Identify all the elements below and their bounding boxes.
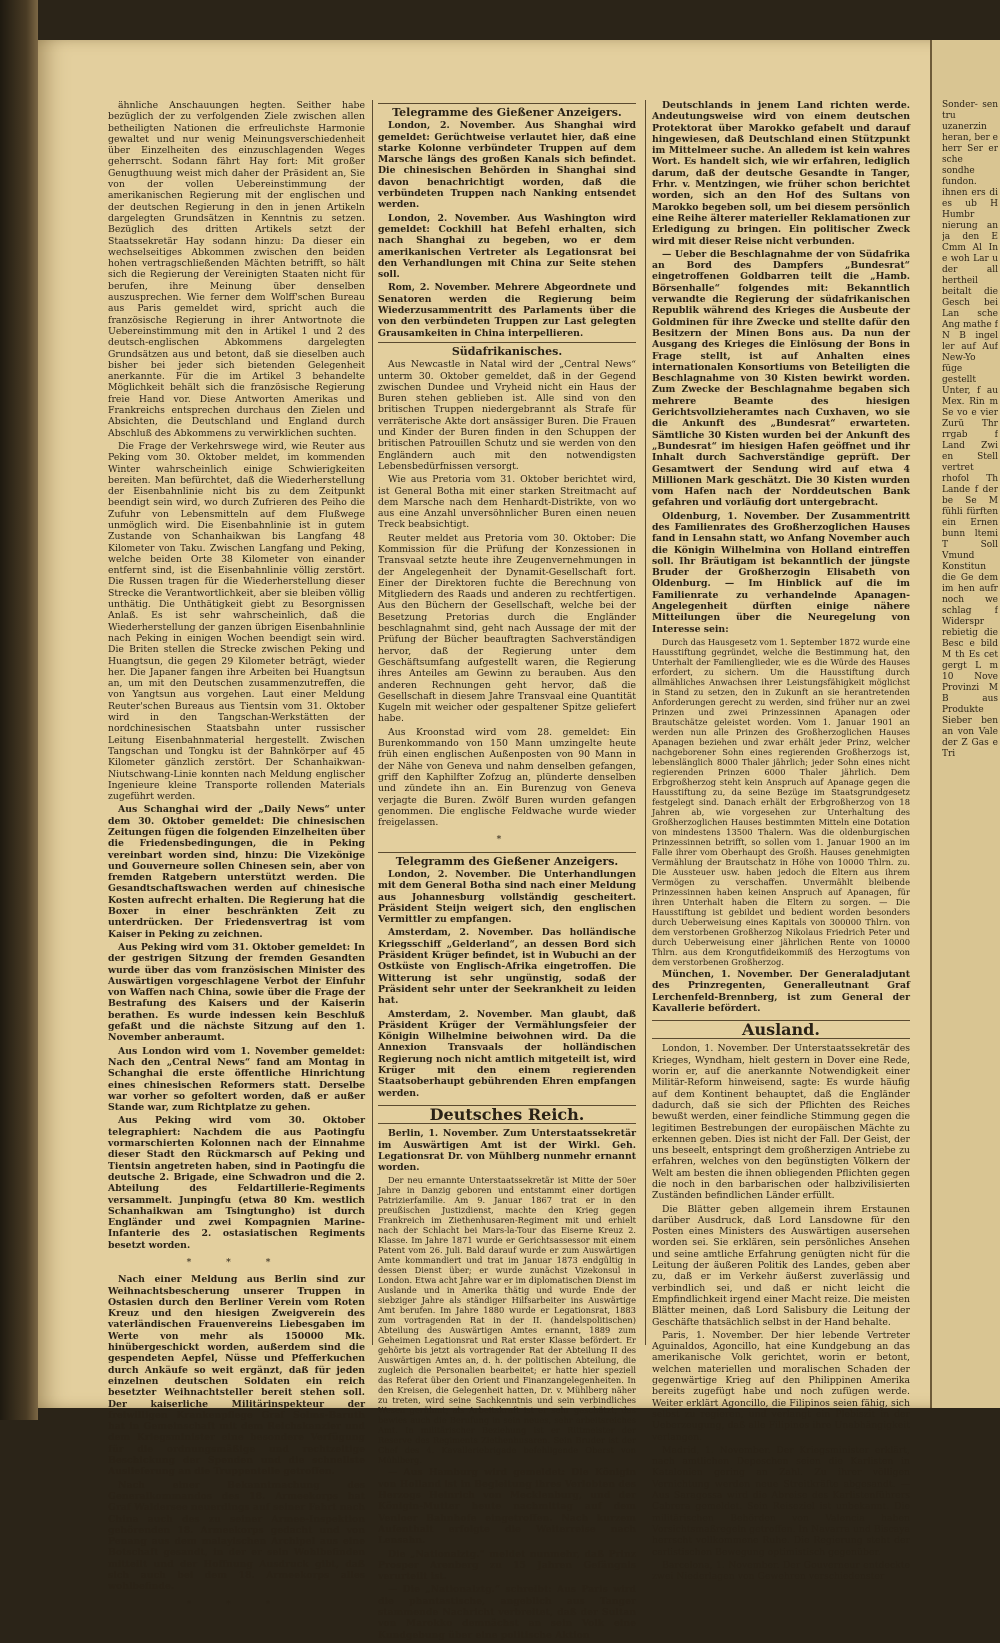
section-heading: Telegramme des Gießener Anzeigers. bbox=[378, 103, 636, 118]
fragment-text: Sonder- sen tru uzanerzin heran, ber e herr Ser er sche sondhe fundon. ihnen ers di es ub H Humbr nierung an ja den E Cmm Al In e woh Lar u der all hertheil beitalt die Gesch bei Lan sche Ang mathe f N B ingel ler auf Auf New-Yo füge gestellt Unter, f au Mex. Rin m Se vo e vier Zurü Thr rrgab f Land Zwi en Stell vertret rhofol Th Lande f der be Se M fühli fürften ein Ernen bunn ltemi T Soll Vmund Konstitun die Ge dem im hen aufr noch we schlag f Widerspr rebietig die Besc e bild M th Es cet gergt L m 10 Nove Provinzi M B aus Produkte Sieber ben an von Vale der Z Gas e Tri bbox=[942, 100, 998, 759]
article-text: Aus Peking wird vom 31. Oktober gemeldet: In der gestrigen Sitzung der fremden Gesandten wurde über das vom französischen Minister des Auswärtigen vorgeschlagene Verbot der Einfuhr von Waffen nach China, sowie über die Frage der Bestrafung des Kaisers und der Kaiserin berathen. Es wurde indessen kein Beschluß gefaßt und die nächste Sitzung auf den 1. November anberaumt. bbox=[108, 941, 365, 1044]
article-text: Aus Schanghai wird der „Daily News“ unter dem 30. Oktober gemeldet: Die chinesischen Zeitungen fügen die folgenden Einzelheiten über die Friedensbedingungen, die in Peking vereinbart worden sind, hinzu: Die Vizekönige und Gouverneure sollen Chinesen sein, aber von fremden Ratgebern unterstützt werden. Die Gesandtschaftswachen werden auf chinesische Kosten aufrecht erhalten. Die Regierung hat die Boxer in einer beschränkten Zeit zu unterdrücken. Der Friedensvertrag ist vom Kaiser in Peking zu zeichnen. bbox=[108, 804, 365, 940]
article-text: Deutschlands in jenem Land richten werde. Andeutungsweise wird von einem deutschen Protektorat über Marokko gefabelt und darauf hingewiesen, daß Deutschland einen Stützpunkt im Mittelmeer suche. An alledem ist kein wahres Wort. Es handelt sich, wie wir erfahren, lediglich darum, daß der deutsche Gesandte in Tanger, Frhr. v. Mentzingen, wie früher schon berichtet worden, sich an den Hof des Sultans von Marokko begeben soll, um bei diesem persönlich eine Reihe älterer materieller Reklamationen zur Erledigung zu bringen. Ein politischer Zweck wird mit dieser Reise nicht verbunden. bbox=[652, 100, 910, 247]
article-text: Die Frage der Verkehrswege wird, wie Reuter aus Peking vom 30. Oktober meldet, im kommenden Winter wahrscheinlich einige Schwierigkeiten bereiten. Man befürchtet, daß die Wiederherstellung der Eisenbahnlinie nicht bis zu dem Zeitpunkt beendigt sein wird, wo durch Zufrieren des Peiho die Zufuhr von Lebensmitteln auf dem Flußwege unmöglich wird. Die Eisenbahnlinie ist in gutem Zustande von Schanhaikwan bis Langfang 48 Kilometer von Taku. Zwischen Langfang und Peking, welche beiden Orte 38 Kilometer von einander entfernt sind, ist die Eisenbahnlinie völlig zerstört. Die Russen tragen für die Wiederherstellung dieser Strecke die Verantwortlichkeit, aber sie bleiben völlig unthätig. Die Unthätigkeit giebt zu Besorgnissen Anlaß. Es ist sehr wahrscheinlich, daß die Wiederherstellung der ganzen übrigen Eisenbahnlinie nach Peking in einigen Wochen beendigt sein wird. Die Briten stellen die Strecke zwischen Peking und Huangtsun, die gegen 29 Kilometer beträgt, wieder her. Die Japaner fangen ihre Arbeiten bei Huangtsun an, um mit den Deutschen zusammenzutreffen, die von Yangtsun aus vorgehen. Laut einer Meldung Reuter'schen Bureaus aus Tientsin vom 31. Oktober wird in den Tangschan-Werkstätten der nordchinesischen Staatsbahn unter russischer Leitung Eisenbahnmaterial hergestellt. Zwischen Tangschan und Tongku ist der Bahnkörper auf 45 Kilometer gänzlich zerstört. Der Schanhaikwan-Niutschwang-Linie konnten nach Meldung englischer Ingenieure kleine Transporte rollenden Materials zugeführt werden. bbox=[108, 440, 365, 803]
article-text: Nach einer Bekanntmachung des Generalkommandos des 18. Armeekorps hat Graf Waldersee neuerdings auf seiner Fahrt nach China auch des zu seiner Armee-Inspektion gehörenden 18. Armeekorps gedacht und von Penang aus dem malayischen Archipel aus eine Botschaft gesandt, in der er sein Wohlbefinden mitteilt und der Hoffnung Ausdruck gibt, daß sich auch bei dem 18. Armeekorps alles wohlbefinde. bbox=[108, 1479, 365, 1593]
article-text-small: Der neu ernannte Unterstaatssekretär ist Mitte der 50er Jahre in Danzig geboren und entstammt einer dortigen Patrizierfamilie. Am 9. Januar 1867 trat er in den preußischen Justizdienst, machte den Krieg gegen Frankreich im Ziethenhusaren-Regiment mit und erhielt nach der Schlacht bei Mars-la-Tour das Eiserne Kreuz 2. Klasse. Im Jahre 1871 wurde er Gerichtsassessor mit einem Patent vom 26. Juli. Bald darauf wurde er zum Auswärtigen Amte kommandiert und trat im Januar 1873 endgültig in dessen Dienst über; er wurde zunächst Vizekonsul in London. Etwa acht Jahre war er im diplomatischen Dienst im Auslande und in Amerika thätig und wurde Ende der siebziger Jahre als ständiger Hilfsarbeiter ins Auswärtige Amt berufen. Im Jahre 1880 wurde er Legationsrat, 1883 zum vortragenden Rat in der II. (handelspolitischen) Abteilung des Auswärtigen Amtes ernannt, 1889 zum Geheimen Legationsrat und Rat erster Klasse befördert. Er gehörte bis jetzt als vortragender Rat der Abteilung II des Auswärtigen Amtes an, d. h. der politischen Abteilung, die zugleich die Personalien bearbeitet; er hatte hier speziell das Referat über den Orient und Finanzangelegenheiten. In den Kreisen, die Gelegenheit hatten, Dr. v. Mühlberg näher zu treten, wird seine Sachkenntnis und sein verbindliches Wesen gerühmt; als Arbeitskraft ist er sehr geschätzt; das bewies auch die Berufung in sein neues, sehr arbeitsreiches Amt. In militärischer Beziehung ist er Rittmeister der Reserve des Regiments Ziethenhusaren. Sein Bruder ist der Chef des 4. Kavalleriebrigade befehligende Oberst von Mühlberg. bbox=[378, 1175, 636, 1466]
article-text: London, 1. November. Der Unterstaatssekretär des Krieges, Wyndham, hielt gestern in Dover eine Rede, worin er, auf die anerkannte Notwendigkeit einer Militär-Reform hinweisend, sagte: Es wurde häufig auf dem Kontinent behauptet, daß die Engländer dadurch, daß sie sich der Pflichten des Reiches bewußt werden, einer feindliche Stimmung gegen die legitimen Bestrebungen der europäischen Mächte zu erkennen geben. Dies ist nicht der Fall. Der Geist, der uns beseelt, entspringt dem großherzigen Antriebe zu erfahren, welches von den begünstigten Völkern der Welt am besten die ihnen obliegenden Pflichten gegen die noch in den barbarischen oder halbzivilisierten Zuständen befindlichen Länder erfüllt. bbox=[652, 1043, 910, 1202]
section-heading-large: Deutsches Reich. bbox=[378, 1105, 636, 1124]
separator-stars: * bbox=[496, 834, 518, 846]
column-3 bbox=[652, 100, 910, 1584]
article-text: München, 1. November. Der Generaladjutant des Prinzregenten, Generalleutnant Graf Lerchenfeld-Brennberg, ist zum General der Kavallerie befördert. bbox=[652, 968, 910, 1014]
article-text: London, 2. November. Die Unterhandlungen mit dem General Botha sind nach einer Meldung aus Johannesburg vollständig gescheitert. Präsident Steijn weigert sich, den englischen Vermittler zu empfangen. bbox=[378, 869, 636, 926]
article-text: Amsterdam, 2. November. Man glaubt, daß Präsident Krüger der Vermählungsfeier der Königin Wilhelmine beiwohnen wird. Da die Annexion Transvaals der holländischen Regierung noch nicht amtlich mitgeteilt ist, wird Krüger mit den einem regierenden Staatsoberhaupt gebührenden Ehren empfangen werden. bbox=[378, 1008, 636, 1099]
article-text: Aus London wird vom 1. November gemeldet: Nach den „Central News“ fand am Montag in Schanghai die erste öffentliche Hinrichtung eines chinesischen Reformers statt. Derselbe war vorher so gefoltert worden, daß er außer Stande war, zum Richtplatze zu gehen. bbox=[108, 1045, 365, 1114]
article-text: Berlin, 1. November. Zum Unterstaatssekretär im Auswärtigen Amt ist der Wirkl. Geh. Legationsrat Dr. von Mühlberg nunmehr ernannt worden. bbox=[378, 1128, 636, 1174]
column-rule bbox=[372, 100, 373, 1345]
article-text: Rom, 2. November. Mehrere Abgeordnete und Senatoren werden die Regierung beim Wiederzusammentritt des Parlaments über die von den verbündeten Truppen zur Last gelegten Grausamkeiten in China interpellieren. bbox=[378, 282, 636, 339]
article-text: London, 2. November. Aus Shanghai wird gemeldet: Gerüchtweise verlautet hier, daß eine starke Kolonne verbündeter Truppen auf dem Marsche längs des großen Kanals sich befindet. Die chinesischen Behörden in Shanghai sind davon benachrichtigt worden, daß die verbündeten Truppen nach Nanking entsendet werden. bbox=[378, 120, 636, 211]
article-text: Aus Kroonstad wird vom 28. gemeldet: Ein Burenkommando von 150 Mann umzingelte heute früh einen englischen Außenposten von 90 Mann in der Nähe von Geneva und nahm denselben gefangen, griff den Kaphilfter Zofzug an, plünderte denselben und zündete ihn an. Ein Burenzug von Geneva verjagte die Buren. Zwölf Buren wurden gefangen genommen. Die englische Feldwache wurde wieder freigelassen. bbox=[378, 726, 636, 829]
article-text: Aus Newcastle in Natal wird der „Central News“ unterm 30. Oktober gemeldet, daß in der Gegend zwischen Dundee und Vryheid nicht ein Haus der Buren stehen geblieben ist. Alle sind von den britischen Truppen niedergebrannt als Strafe für verräterische Akte dort ansässiger Buren. Die Frauen und Kinder der Buren finden in den Schuppen der britischen Patrouillen Schutz und sie werden von den Engländern auch mit den notwendigsten Lebensbedürfnissen versorgt. bbox=[378, 359, 636, 472]
article-text: Reuter meldet aus Pretoria vom 30. Oktober: Die Kommission für die Prüfung der Konzessionen in Transvaal setzte heute ihre Zeugenvernehmungen in der Angelegenheit der Dynamit-Gesellschaft fort. Einer der Direktoren fuchte die Berechnung von Mitgliedern des Raads und anderen zu rechtfertigen. Aus den Büchern der Gesellschaft, welche bei der Besetzung Pretorias durch die Engländer beschlagnahmt sind, geht nach Aussage der mit der Prüfung der Bücher beauftragten Sachverständigen hervor, daß der Regierung unter dem Geschäftsumfang aufgestellt waren, die Regierung ihres Anteiles am Gewinn zu berauben. Aus den anderen Rechnungen geht hervor, daß die Gesellschaft in diesem Jahre Transvaal eine Quantität Kugeln mit weicher oder gespaltener Spitze geliefert habe. bbox=[378, 532, 636, 725]
next-page-fragment bbox=[942, 100, 998, 1300]
section-heading: Telegramm des Gießener Anzeigers. bbox=[378, 852, 636, 867]
article-text: Wie aus Pretoria vom 31. Oktober berichtet wird, ist General Botha mit einer starken Streitmacht auf dem Marsche nach dem Henhardt-Distrikte, von wo aus eine Anzahl unversöhnlicher Buren einen neuen Treck beabsichtigt. bbox=[378, 474, 636, 531]
separator-stars: * * * bbox=[186, 1256, 287, 1268]
section-heading-large: Ausland. bbox=[652, 1020, 910, 1039]
article-text: Paris, 1. November. Der hier lebende Vertreter Aguinaldos, Agoncillo, hat eine Kundgebung an das amerikanische Volk gerichtet, worin er betont, welchen materiellen und moralischen Schaden der gegenwärtige Krieg auf den Philippinen Amerika bereits zugefügt habe und noch zufügen werde. Weiter erklärt Agoncillo, die Filipinos seien fähig, sich selbst zu regieren, und verlangt ein Plebiszit in der Ueberzeugung, daß alle Filipinos ihre Unabhängigkeit verlangen. bbox=[652, 1329, 910, 1443]
column-2 bbox=[378, 100, 636, 1643]
article-text: Die „Nationalztg.“ meldet nunmehr, daß Prinz Prosper Arenberg zu 15 Jahren Gefängnis verurteilt ist. bbox=[378, 1548, 636, 1583]
article-text: Barcelona, 1. November. Der Gouverneur entdeckte zwei Niederlagen von Gewehren verschiedenster bbox=[652, 1559, 910, 1583]
separator-stars: * * * bbox=[186, 1598, 287, 1610]
article-text-small: Durch das Hausgesetz vom 1. September 1872 wurde eine Hausstiftung gegründet, welche die Bestimmung hat, den Unterhalt der Familienglieder, wie es die Würde des Hauses erfordert, zu sichern. Um die Hausstiftung durch allmähliches Anwachsen ihrer Leistungsfähigkeit möglichst in Stand zu setzen, den in Zukunft an sie herantretenden Anforderungen gerecht zu werden, sind früher nur an zwei Prinzen und zwei Prinzessinnen Apanagen oder Brautschätze geleistet worden. Vom 1. Januar 1901 an werden nun alle Prinzen des Großherzoglichen Hauses Apanagen beziehen und zwar erhält jeder Prinz, welcher nachgeborener Sohn eines regierenden Großherzogs ist, lebenslänglich 8000 Thaler jährlich; jeder Sohn eines nicht regierenden Prinzen 6000 Thaler jährlich. Dem Erbgroßherzog steht kein Anspruch auf Apanage gegen die Hausstiftung zu, da seine Bezüge im Staatsgrundgesetz festgelegt sind. Danach erhält der Erbgroßherzog von 18 Jahren ab, wie vorgesehen zur Unterhaltung des Großherzoglichen Hauses bestimmten Mitteln eine Dotation von mindestens 13500 Thalern. Was die oldenburgischen Prinzessinnen betrifft, so sollen vom 1. Januar 1900 an im Falle ihrer vom Oberhaupt des Großh. Hauses genehmigten Vermählung der Brautschatz in Höhe von 10000 Thlrn. zu. Die Aussteuer usw. haben jedoch die Eltern aus ihrem Vermögen zu verschaffen. Unvermählt bleibende Prinzessinnen haben keinen Anspruch auf Apanagen, für ihren Unterhalt haben die Eltern zu sorgen. — Die Hausstiftung ist gebildet und bedient worden besonders durch Ueberweisung eines Kapitals von 300000 Thlrn. von dem verstorbenen Großherzog Nikolaus Friedrich Peter und durch Ueberweisung einer jährlichen Rente von 10000 Thlrn. aus dem Krongutfideikommiß des Herzogtums von dem verstorbenen Großherzog. bbox=[652, 636, 910, 967]
article-text: London, 2. November. Aus Washington wird gemeldet: Cockhill hat Befehl erhalten, sich nach Shanghai zu begeben, wo er dem amerikanischen Vertreter als Legationsrat bei den Verhandlungen mit China zur Seite stehen soll. bbox=[378, 212, 636, 281]
column-rule bbox=[645, 100, 646, 1345]
article-text: Aus Peking wird vom 30. Oktober telegraphiert: Nachdem die aus Paotingfu vormarschierten Kolonnen nach der Einnahme dieser Stadt den Rückmarsch auf Peking und Tientsin angetreten haben, sind in Paotingfu die deutsche 2. Brigade, eine Schwadron und die 2. Abteilung des Feldartillerie-Regiments versammelt. Junpingfu (etwa 80 Km. westlich Schanhaikwan am Tsingtungho) ist durch Engländer und zwei Kompagnien Marine-Infanterie des 2. ostasiatischen Regiments besetzt worden. bbox=[108, 1115, 365, 1251]
article-text: Madrid, 1. November. Der Kriegsminister erklärt, nach amtlichen Depeschen seien die Karlisten in Katalonien gering an Zahl. Zu ihrer völligen Vernichtung werden neue Streitkräfte abgesandt. — Aus Saragossa wird die Abreise des Karlistenführers Cabrera gemeldet. Sein Reiseziel ist unbekannt. Die militärischen Behörden von Valencia haben Vorsichtsmaßregeln getroffen. In Navarra und Biscaya herrscht vollkommene Ruhe. Die Regierung steht der carlistischen Bewegung optimistisch gegenüber. bbox=[652, 1444, 910, 1558]
article-text: — Aus Hamburg wird gemeldet: Die Königin von Holland ist in Begleitung ihres Verlobten des Herzogs Heinrich von Mecklenburg, und der Königin-Mutter heute nachmittag auf dem Venloer Bahnhofe eingetroffen. Nach kurzem Aufenthalt erfolgte die Weiterreise nach Lensahn. bbox=[378, 1467, 636, 1547]
section-heading: Südafrikanisches. bbox=[378, 342, 636, 357]
book-binding bbox=[0, 0, 38, 1420]
article-text: Amsterdam, 2. November. Das holländische Kriegsschiff „Gelderland“, an dessen Bord sich Präsident Krüger befindet, ist in Wubuchi an der Ostküste von Englisch-Afrika eingetroffen. Die Witterung ist sehr ungünstig, sodaß der Präsident sehr unter der Seekrankheit zu leiden hat. bbox=[378, 927, 636, 1007]
article-text: Nach einer Meldung aus Berlin sind zur Weihnachtsbescherung unserer Truppen in Ostasien durch den Berliner Verein vom Roten Kreuz und den hiesigen Zweigverein des vaterländischen Frauenvereins Liebesgaben im Werte von mehr als 150000 Mk. hinübergeschickt worden, außerdem sind die gespendeten Aepfel, Nüsse und Pfefferkuchen durch Ankäufe so weit ergänzt, daß für jeden einzelnen deutschen Soldaten ein reich besetzter Weihnachtsteller bereit stehen soll. Der kaiserliche Militärinspekteur der freiwilligen Krankenpflege Graf Solms-Baruth hat in Gemeinschaft mit dem Reichskanzler und dem Kriegsminister eine besondere Verfügung für die ordnungsmäßige und rechtzeitige Beschickung der Spenden und die schnellste Auslieferung an die Truppenteile getroffen. bbox=[108, 1274, 365, 1478]
article-text: Die Blätter geben allgemein ihrem Erstaunen darüber Ausdruck, daß Lord Lansdowne für den Posten eines Ministers des Auswärtigen ausersehen worden sei. Sie erklären, sein persönliches Ansehen und seine amtliche Erfahrung genügten nicht für die Leitung der äußeren Politik des Landes, geben aber zu, daß er im Verkehr äußerst zuverlässig und verbindlich sei, und daß er nicht leicht die Empfindlichkeit irgend einer Macht reize. Die meisten Blätter meinen, daß Lord Salisbury die Leitung der Geschäfte thatsächlich selbst in der Hand behalte. bbox=[652, 1203, 910, 1328]
article-text: ähnliche Anschauungen hegten. Seither habe bezüglich der zu verfolgenden Ziele zwischen allen betheiligten Nationen die erfreulichste Harmonie gewaltet und nur wenig Meinungsverschiedenheit über Einzelheiten des einzuschlagenden Weges geherrscht. Sodann fährt Hay fort: Mit großer Genugthuung weist mich daher der Präsident an, Sie von der vollen Uebereinstimmung der amerikanischen Regierung mit der englischen und der deutschen Regierung in den in jenen Artikeln dargelegten Grundsätzen in Kenntnis zu setzen. Bezüglich des dritten Artikels setzt der Staatssekretär Hay sodann hinzu: Da dieser ein wechselseitiges Abkommen zwischen den beiden hohen vertragschließenden Mächten betrifft, so hält sich die Regierung der Vereinigten Staaten nicht für berufen, ihre Meinung über denselben auszusprechen. Wie ferner dem Wolff'schen Bureau aus Paris gemeldet wird, spricht auch die französische Regierung in ihrer Antwortnote die Uebereinstimmung mit den in Artikel 1 und 2 des deutsch-englischen Abkommens dargelegten Grundsätzen aus und betont, daß sie dieselben auch bisher bei jeder sich bietenden Gelegenheit anerkannte. Für die im Artikel 3 behandelte Möglichkeit behält sich die französische Regierung freie Hand vor. Diese Antworten Amerikas und Frankreichs entsprechen durchaus den Zielen und Absichten, die Deutschland und England durch Abschluß des Abkommens zu verwirklichen suchten. bbox=[108, 100, 365, 439]
article-text: Oldenburg, 1. November. Der Zusammentritt des Familienrates des Großherzoglichen Hauses fand in Lensahn statt, wo Anfang November auch die Königin Wilhelmina von Holland eintreffen soll. Ihr Bräutigam ist bekanntlich der jüngste Bruder der Großherzogin Elisabeth von Oldenburg. — Im Hinblick auf die im Familienrate zu verhandelnde Apanagen-Angelegenheit dürften einige nähere Mitteilungen über die Neuregelung von Interesse sein: bbox=[652, 510, 910, 635]
article-text: — Die „Nationalztg.“ schreibt: Aus Paris wird die phantastische, angeblich aus Tanger stammende Nachricht verbreitet, daß der Sultan von Marokko demnächst an sein Volk eine Kundgebung über eine politische Aktion bbox=[378, 1584, 636, 1641]
column-1 bbox=[108, 100, 365, 1616]
article-text: — Ueber die Beschlagnahme der von Südafrika an Bord des Dampfers „Bundesrat“ eingetroffenen Goldbarren teilt die „Hamb. Börsenhalle“ folgendes mit: Bekanntlich verwandte die Regierung der südafrikanischen Republik während des Krieges die Ausbeute der Goldminen für ihre Zwecke und stellte dafür den Besitzern der Minen Bons aus. Da nun der Ausgang des Krieges die Einlösung der Bons in Frage stellt, ist auf Anhalten eines internationalen Konsortiums von Beteiligten die Beschlagnahme von 30 Kisten bewirkt worden. Zum Zwecke der Beschlagnahme begaben sich mehrere Beamte des hiesigen Gerichtsvollzieheramtes nach Cuxhaven, wo sie die Ankunft des „Bundesrat“ erwarteten. Sämtliche 30 Kisten wurden bei der Ankunft des „Bundesrat“ im hiesigen Hafen geöffnet und ihr Inhalt durch Sachverständige geprüft. Der Gesamtwert der Sendung wird auf etwa 4 Millionen Mark geschätzt. Die 30 Kisten wurden vom Hafen nach der Norddeutschen Bank gefahren und vorläufig dort untergebracht. bbox=[652, 248, 910, 509]
